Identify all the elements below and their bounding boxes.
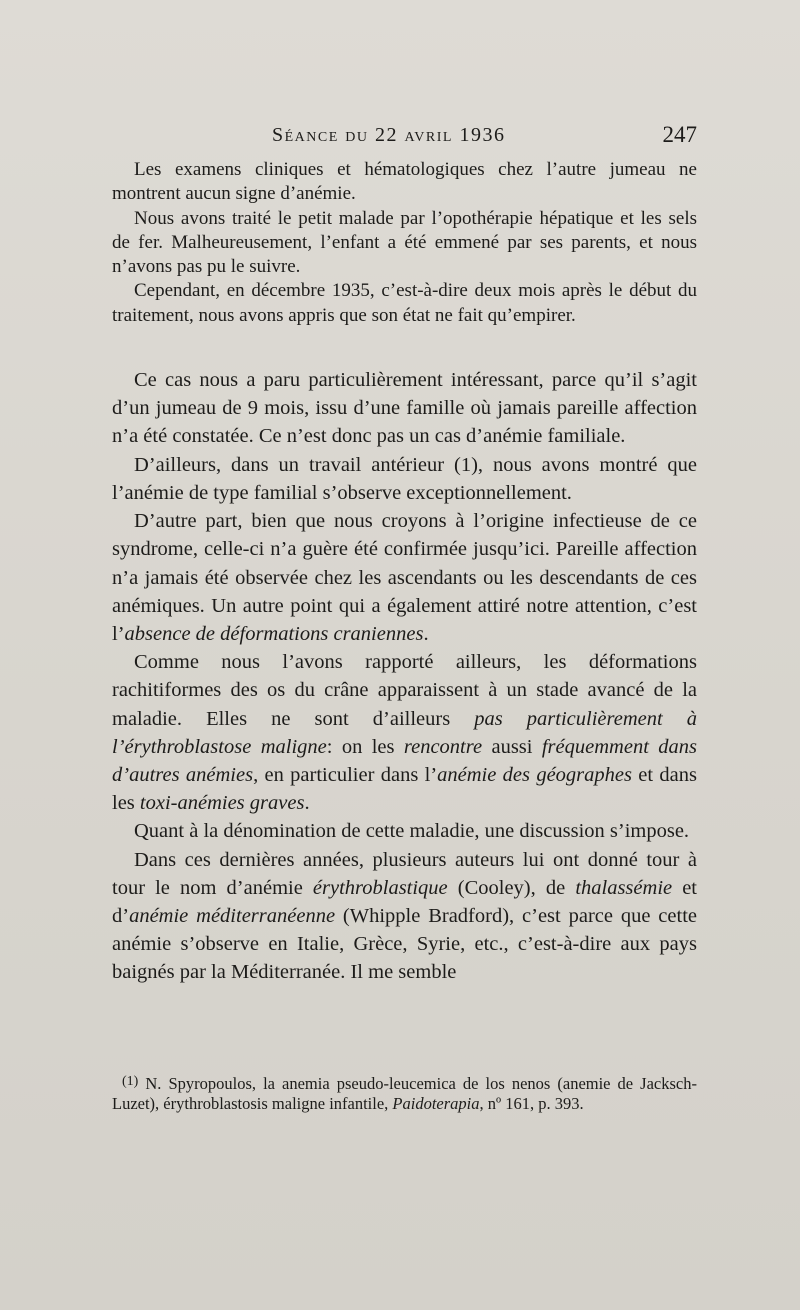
italic-phrase: anémie des géographes	[437, 763, 632, 786]
italic-phrase: fréquemment dans d’autres anémies	[112, 735, 698, 786]
running-title: Séance du 22 avril 1936	[272, 124, 506, 146]
text-run: .	[304, 792, 310, 815]
text-run: Comme nous l’avons rapporté ailleurs, les déformations rachitiformes des os du crâne apparaissent à un stade avancé de la maladie. Elles ne sont d’ailleurs	[112, 651, 697, 730]
text-run: (Whipple Bradford), c’est parce que cette anémie s’observe en Italie, Grèce, Syrie, etc., c’est-à-dire aux pays baignés par la Méditerranée. Il me semble	[112, 904, 697, 984]
journal-title: Paidoterapia	[392, 1093, 480, 1113]
paragraph: Les examens cliniques et hématologiques chez l’autre jumeau ne montrent aucun signe d’anémie.	[112, 159, 697, 205]
text-run: (Cooley), de	[447, 876, 576, 899]
footnote	[112, 1072, 697, 1113]
italic-phrase: rencontre	[403, 735, 483, 758]
section-discussion	[112, 366, 697, 986]
italic-phrase: anémie méditerranéenne	[129, 904, 336, 927]
text-run: .	[423, 622, 429, 645]
text-run: D’autre part, bien que nous croyons à l’origine infectieuse de ce syndrome, celle-ci n’a guère été confirmée jusqu’ici. Pareille affection n’a jamais été observée chez les ascendants ou les descendants de ces anémiques. Un autre point qui a également attiré notre attention, c’est l’	[112, 510, 697, 645]
paragraph: Ce cas nous a paru particulièrement intéressant, parce qu’il s’agit d’un jumeau de 9 mois, issu d’une famille où jamais pareille affection n’a été constatée. Ce n’est donc pas un cas d’anémie familiale.	[112, 369, 697, 448]
italic-phrase: absence de déformations craniennes	[124, 622, 424, 645]
paragraph	[112, 846, 697, 987]
page-number: 247	[662, 122, 697, 147]
footnote-mark: (1)	[122, 1074, 139, 1089]
text-run: et d’	[112, 876, 697, 927]
footnote-text: , nº 161, p. 393.	[479, 1093, 584, 1113]
section-case-followup	[112, 158, 697, 328]
italic-phrase: pas particulièrement à l’érythroblastose maligne	[112, 707, 697, 758]
text-run: Dans ces dernières années, plusieurs auteurs lui ont donné tour à tour le nom d’anémie	[112, 848, 697, 899]
paragraph	[112, 507, 697, 648]
text-run: aussi	[482, 735, 542, 758]
paragraph	[112, 648, 697, 817]
text-run: et dans les	[112, 763, 697, 815]
body-text	[112, 158, 697, 987]
text-run: : on les	[326, 735, 404, 758]
italic-phrase: érythroblastique	[312, 876, 448, 899]
footnote-text: N. Spyropoulos, la anemia pseudo-leucemica de los nenos (anemie de Jacksch-Luzet), érythroblastosis maligne infantile,	[112, 1074, 697, 1113]
italic-phrase: toxi-anémies graves	[139, 792, 305, 815]
page-header	[112, 120, 697, 152]
text-run: , en particulier dans l’	[253, 763, 438, 786]
italic-phrase: thalassémie	[575, 876, 673, 899]
paragraph: Quant à la dénomination de cette maladie, une discussion s’impose.	[134, 820, 690, 843]
paragraph: D’ailleurs, dans un travail antérieur (1), nous avons montré que l’anémie de type familial s’observe exceptionnellement.	[112, 453, 697, 504]
paragraph: Nous avons traité le petit malade par l’opothérapie hépatique et les sels de fer. Malheureusement, l’enfant a été emmené par ses parents, et nous n’avons pas pu le suivre.	[112, 207, 697, 278]
paragraph: Cependant, en décembre 1935, c’est-à-dire deux mois après le début du traitement, nous avons appris que son état ne fait qu’empirer.	[112, 280, 697, 326]
